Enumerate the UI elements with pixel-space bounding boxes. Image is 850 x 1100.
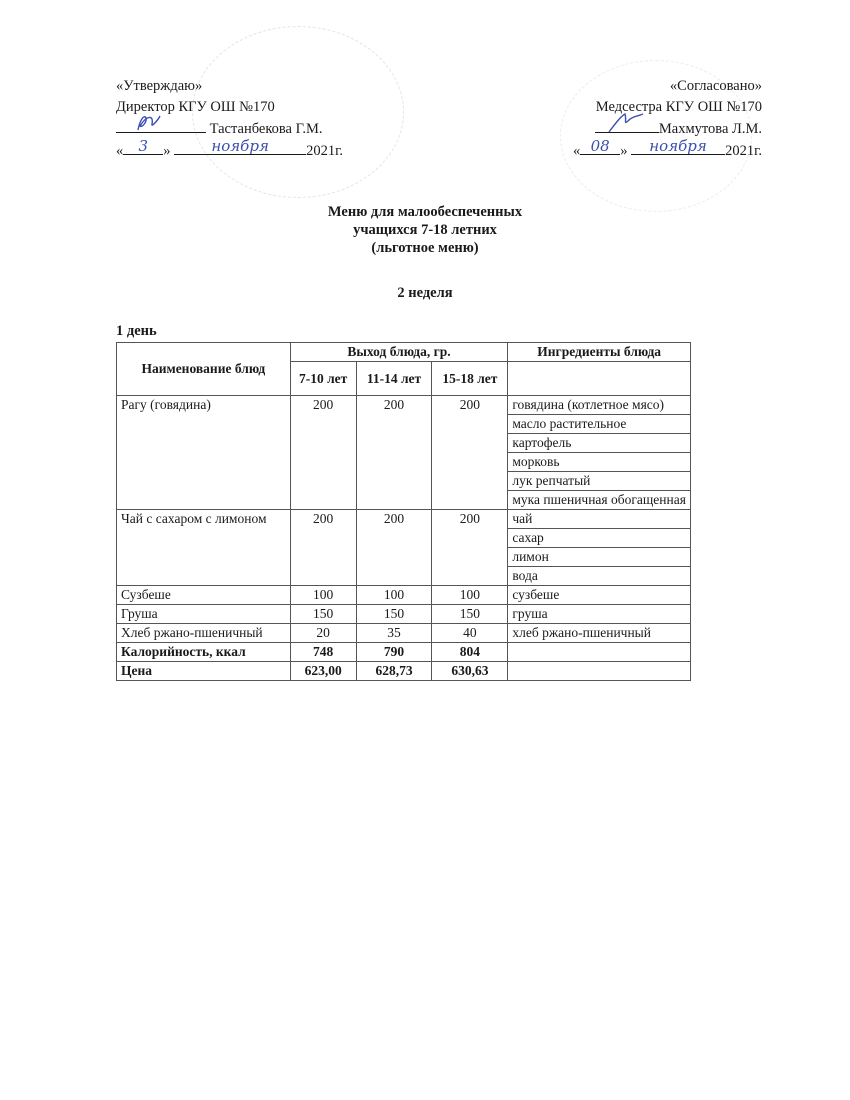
ingredient: лук репчатый bbox=[508, 472, 691, 491]
day-label: 1 день bbox=[116, 323, 157, 339]
ingredient: сахар bbox=[508, 529, 691, 548]
dish-output: 200 bbox=[290, 510, 356, 586]
date-day: 08 bbox=[590, 137, 610, 155]
table-row bbox=[117, 586, 691, 605]
ingredient: груша bbox=[508, 605, 691, 624]
signature-icon bbox=[595, 110, 655, 134]
dish-output: 35 bbox=[356, 624, 432, 643]
header-output: Выход блюда, гр. bbox=[290, 343, 508, 362]
week-label: 2 неделя bbox=[397, 285, 453, 301]
date-year: 2021г. bbox=[306, 143, 344, 159]
dish-name: Рагу (говядина) bbox=[117, 396, 291, 510]
ingredient: морковь bbox=[508, 453, 691, 472]
table-row bbox=[117, 510, 691, 529]
dish-output: 100 bbox=[290, 586, 356, 605]
signature-icon bbox=[116, 110, 176, 134]
dish-output: 40 bbox=[432, 624, 508, 643]
ingredient: лимон bbox=[508, 548, 691, 567]
ingredient: вода bbox=[508, 567, 691, 586]
header-age: 15-18 лет bbox=[432, 362, 508, 396]
empty-cell bbox=[508, 643, 691, 662]
dish-output: 200 bbox=[356, 510, 432, 586]
date-month: ноября bbox=[211, 137, 269, 155]
dish-name: Чай с сахаром с лимоном bbox=[117, 510, 291, 586]
approval-label: «Согласовано» bbox=[669, 78, 762, 94]
calories-value: 804 bbox=[432, 643, 508, 662]
menu-table bbox=[116, 342, 691, 681]
calories-value: 790 bbox=[356, 643, 432, 662]
signature-blank bbox=[595, 118, 659, 133]
calories-value: 748 bbox=[290, 643, 356, 662]
header-ingredients: Ингредиенты блюда bbox=[508, 343, 691, 362]
approval-position: Медсестра КГУ ОШ №170 bbox=[595, 99, 762, 115]
calories-row bbox=[117, 643, 691, 662]
dish-output: 150 bbox=[290, 605, 356, 624]
table-row bbox=[117, 605, 691, 624]
ingredient: мука пшеничная обогащенная bbox=[508, 491, 691, 510]
ingredient: сузбеше bbox=[508, 586, 691, 605]
header-dish: Наименование блюд bbox=[117, 343, 291, 396]
ingredient: масло растительное bbox=[508, 415, 691, 434]
approval-date: « 3 » ноября 2021г. bbox=[116, 137, 344, 159]
ingredient: картофель bbox=[508, 434, 691, 453]
date-year: 2021г. bbox=[725, 143, 762, 159]
title-line-3: (льготное меню) bbox=[371, 240, 479, 256]
dish-name: Груша bbox=[117, 605, 291, 624]
header-age: 7-10 лет bbox=[290, 362, 356, 396]
dish-name: Хлеб ржано-пшеничный bbox=[117, 624, 291, 643]
price-value: 630,63 bbox=[432, 662, 508, 681]
dish-output: 20 bbox=[290, 624, 356, 643]
approval-name: Махмутова Л.М. bbox=[658, 121, 762, 137]
price-row bbox=[117, 662, 691, 681]
dish-output: 200 bbox=[432, 510, 508, 586]
approval-block-right bbox=[573, 76, 762, 162]
document-title bbox=[0, 203, 850, 257]
ingredient: чай bbox=[508, 510, 691, 529]
calories-label: Калорийность, ккал bbox=[117, 643, 291, 662]
date-month: ноября bbox=[649, 137, 707, 155]
dish-output: 150 bbox=[356, 605, 432, 624]
dish-output: 200 bbox=[290, 396, 356, 510]
dish-name: Сузбеше bbox=[117, 586, 291, 605]
ingredient: говядина (котлетное мясо) bbox=[508, 396, 691, 415]
table-row bbox=[117, 396, 691, 415]
price-value: 623,00 bbox=[290, 662, 356, 681]
title-line-2: учащихся 7-18 летних bbox=[353, 222, 497, 238]
ingredient: хлеб ржано-пшеничный bbox=[508, 624, 691, 643]
dish-output: 100 bbox=[432, 586, 508, 605]
dish-output: 100 bbox=[356, 586, 432, 605]
approval-position: Директор КГУ ОШ №170 bbox=[116, 99, 275, 115]
approval-date: « 08 » ноября 2021г. bbox=[572, 137, 762, 159]
price-value: 628,73 bbox=[356, 662, 432, 681]
price-label: Цена bbox=[117, 662, 291, 681]
date-day: 3 bbox=[138, 137, 149, 155]
signature-blank bbox=[116, 118, 206, 133]
empty-cell bbox=[508, 662, 691, 681]
title-line-1: Меню для малообеспеченных bbox=[327, 204, 523, 220]
dish-output: 150 bbox=[432, 605, 508, 624]
table-row bbox=[117, 624, 691, 643]
approval-name: Тастанбекова Г.М. bbox=[209, 121, 323, 137]
table-header-row bbox=[117, 343, 691, 362]
dish-output: 200 bbox=[356, 396, 432, 510]
header-blank bbox=[508, 362, 691, 396]
approval-label: «Утверждаю» bbox=[116, 78, 203, 94]
approval-block-left bbox=[116, 76, 343, 162]
header-age: 11-14 лет bbox=[356, 362, 432, 396]
dish-output: 200 bbox=[432, 396, 508, 510]
